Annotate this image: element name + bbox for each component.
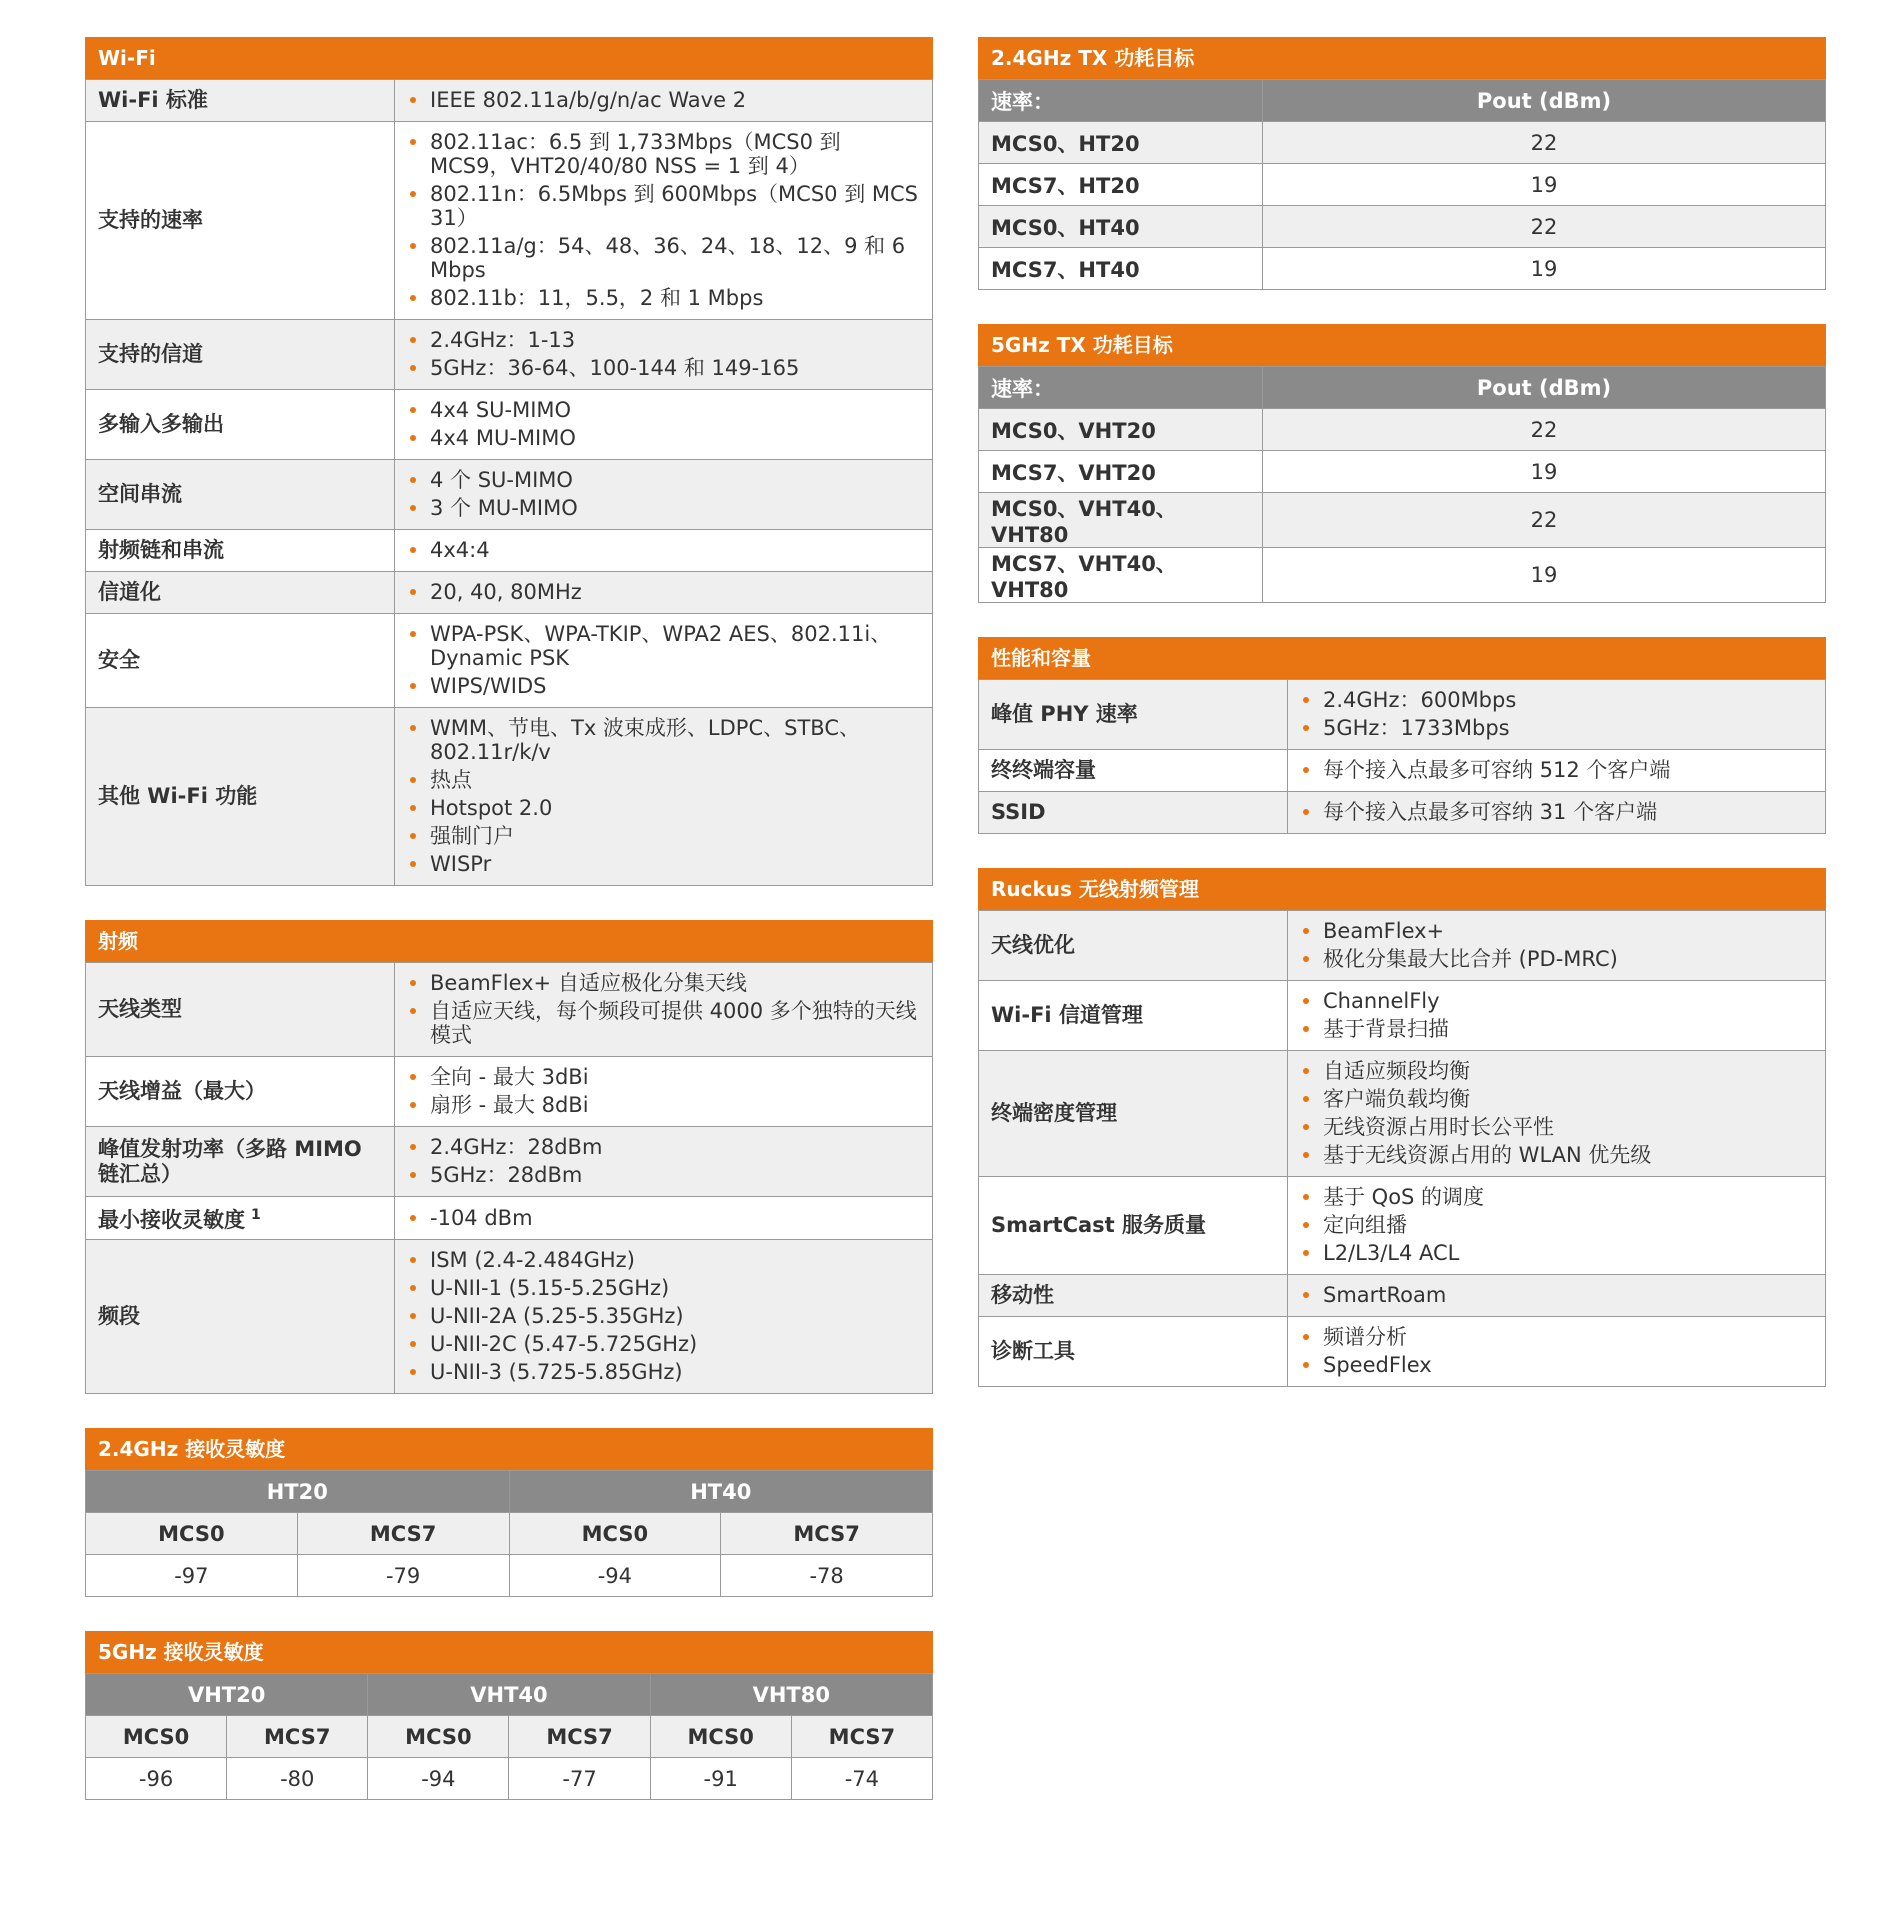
spec-row	[979, 1275, 1826, 1317]
group-header: HT40	[509, 1471, 933, 1513]
spec-label	[979, 1051, 1288, 1177]
sub-header: MCS7	[721, 1513, 933, 1555]
spec-value	[1288, 1051, 1826, 1177]
spec-row	[86, 1127, 933, 1197]
bullet-item: 自适应频段均衡	[1300, 1059, 1813, 1083]
bullet-list	[407, 1135, 920, 1187]
radio-section	[85, 920, 933, 1394]
spec-label	[86, 530, 395, 572]
rx5-section	[85, 1631, 933, 1800]
bullet-item: 基于无线资源占用的 WLAN 优先级	[1300, 1143, 1813, 1167]
rate-cell: MCS7、HT40	[979, 248, 1263, 290]
bullet-list	[1300, 758, 1813, 782]
spec-row	[979, 1177, 1826, 1275]
radio-section-title: 射频	[85, 920, 933, 962]
spec-label	[86, 614, 395, 708]
bullet-item: BeamFlex+ 自适应极化分集天线	[407, 971, 920, 995]
spec-value	[1288, 981, 1826, 1051]
spec-label-text: 最小接收灵敏度	[98, 1208, 245, 1232]
bullet-item: U-NII-1 (5.15-5.25GHz)	[407, 1276, 920, 1300]
bullet-list	[407, 622, 920, 698]
spec-label-text: 频段	[98, 1304, 140, 1328]
spec-label-text: 射频链和串流	[98, 538, 224, 562]
bullet-item: 强制门户	[407, 824, 920, 848]
spec-row	[86, 708, 933, 886]
spec-label-text: 峰值 PHY 速率	[991, 702, 1138, 726]
spec-label-text: 空间串流	[98, 482, 182, 506]
spec-label-text: 天线优化	[991, 933, 1075, 957]
tx24-table	[978, 79, 1826, 290]
pout-cell: 19	[1263, 548, 1826, 603]
spec-value	[395, 320, 933, 390]
value-cell: -78	[721, 1555, 933, 1597]
spec-label-text: 多输入多输出	[98, 412, 224, 436]
bullet-item: SmartRoam	[1300, 1283, 1813, 1307]
tx24-section-title: 2.4GHz TX 功耗目标	[978, 37, 1826, 79]
right-column	[978, 37, 1826, 1421]
bullet-item: -104 dBm	[407, 1206, 920, 1230]
bullet-item: 20, 40, 80MHz	[407, 580, 920, 604]
spec-row	[86, 572, 933, 614]
pout-cell: 19	[1263, 164, 1826, 206]
bullet-item: 2.4GHz：600Mbps	[1300, 688, 1813, 712]
bullet-item: 极化分集最大比合并 (PD-MRC)	[1300, 947, 1813, 971]
bullet-list	[1300, 1283, 1813, 1307]
bullet-list	[407, 971, 920, 1047]
sub-header: MCS7	[791, 1716, 932, 1758]
bullet-item: 5GHz：28dBm	[407, 1163, 920, 1187]
spec-row	[86, 1057, 933, 1127]
spec-row	[86, 122, 933, 320]
bullet-item: 802.11a/g：54、48、36、24、18、12、9 和 6 Mbps	[407, 234, 920, 282]
bullet-item: 频谱分析	[1300, 1325, 1813, 1349]
pout-cell: 22	[1263, 493, 1826, 548]
bullet-item: 自适应天线，每个频段可提供 4000 多个独特的天线模式	[407, 999, 920, 1047]
bullet-item: 扇形 - 最大 8dBi	[407, 1093, 920, 1117]
spec-label-text: 移动性	[991, 1283, 1054, 1307]
spec-label	[979, 1275, 1288, 1317]
bullet-item: 4 个 SU-MIMO	[407, 468, 920, 492]
bullet-list	[407, 328, 920, 380]
bullet-list	[407, 716, 920, 876]
sub-header: MCS7	[509, 1716, 650, 1758]
spec-row	[86, 1197, 933, 1240]
value-cell: -94	[368, 1758, 509, 1800]
spec-label-text: 信道化	[98, 580, 161, 604]
ruckus-section-title: Ruckus 无线射频管理	[978, 868, 1826, 910]
pout-cell: 22	[1263, 206, 1826, 248]
rate-cell: MCS0、HT20	[979, 122, 1263, 164]
bullet-item: 802.11n：6.5Mbps 到 600Mbps（MCS0 到 MCS 31）	[407, 182, 920, 230]
bullet-list	[1300, 989, 1813, 1041]
spec-value	[395, 390, 933, 460]
group-header: HT20	[86, 1471, 510, 1513]
rate-cell: MCS7、HT20	[979, 164, 1263, 206]
bullet-list	[407, 1065, 920, 1117]
bullet-item: 4x4:4	[407, 538, 920, 562]
bullet-list	[407, 1206, 920, 1230]
pout-cell: 22	[1263, 409, 1826, 451]
value-cell: -79	[297, 1555, 509, 1597]
bullet-item: ISM (2.4-2.484GHz)	[407, 1248, 920, 1272]
bullet-item: WPA-PSK、WPA-TKIP、WPA2 AES、802.11i、Dynamic PSK	[407, 622, 920, 670]
bullet-item: 4x4 SU-MIMO	[407, 398, 920, 422]
spec-row	[86, 80, 933, 122]
spec-label	[86, 1057, 395, 1127]
spec-value	[1288, 1177, 1826, 1275]
bullet-list	[407, 580, 920, 604]
spec-label	[979, 680, 1288, 750]
bullet-list	[407, 1248, 920, 1384]
pout-cell: 22	[1263, 122, 1826, 164]
bullet-item: 5GHz：36-64、100-144 和 149-165	[407, 356, 920, 380]
bullet-item: 定向组播	[1300, 1213, 1813, 1237]
spec-label	[86, 390, 395, 460]
spec-value	[395, 963, 933, 1057]
bullet-item: L2/L3/L4 ACL	[1300, 1241, 1813, 1265]
tx5-section-title: 5GHz TX 功耗目标	[978, 324, 1826, 366]
spec-value	[395, 1057, 933, 1127]
rx5-table	[85, 1673, 933, 1800]
bullet-item: BeamFlex+	[1300, 919, 1813, 943]
spec-label	[86, 1240, 395, 1394]
rx24-section-title: 2.4GHz 接收灵敏度	[85, 1428, 933, 1470]
sub-header: MCS7	[227, 1716, 368, 1758]
spec-value	[1288, 911, 1826, 981]
wifi-section	[85, 37, 933, 886]
bullet-list	[407, 398, 920, 450]
bullet-item: ChannelFly	[1300, 989, 1813, 1013]
spec-label-text: 其他 Wi-Fi 功能	[98, 784, 258, 808]
bullet-item: 热点	[407, 768, 920, 792]
bullet-item: U-NII-2C (5.47-5.725GHz)	[407, 1332, 920, 1356]
sub-header: MCS0	[368, 1716, 509, 1758]
spec-label	[86, 122, 395, 320]
spec-label	[86, 320, 395, 390]
bullet-list	[1300, 800, 1813, 824]
spec-label-text: 安全	[98, 648, 140, 672]
bullet-item: 每个接入点最多可容纳 31 个客户端	[1300, 800, 1813, 824]
value-cell: -80	[227, 1758, 368, 1800]
spec-value	[395, 1127, 933, 1197]
spec-label-text: 天线类型	[98, 997, 182, 1021]
tx5-section	[978, 324, 1826, 603]
value-cell: -74	[791, 1758, 932, 1800]
group-header: VHT20	[86, 1674, 368, 1716]
rate-cell: MCS0、VHT20	[979, 409, 1263, 451]
bullet-item: 无线资源占用时长公平性	[1300, 1115, 1813, 1139]
tx5-table	[978, 366, 1826, 603]
spec-label	[86, 1127, 395, 1197]
spec-label-text: SSID	[991, 800, 1046, 824]
spec-label-text: 终终端容量	[991, 758, 1096, 782]
value-cell: -77	[509, 1758, 650, 1800]
bullet-item: U-NII-2A (5.25-5.35GHz)	[407, 1304, 920, 1328]
rate-header: 速率：	[979, 80, 1263, 122]
spec-row	[979, 1317, 1826, 1387]
footnote-marker: 1	[251, 1207, 261, 1223]
bullet-item: 4x4 MU-MIMO	[407, 426, 920, 450]
left-column	[85, 37, 933, 1834]
bullet-item: 客户端负载均衡	[1300, 1087, 1813, 1111]
group-header: VHT40	[368, 1674, 650, 1716]
ruckus-section	[978, 868, 1826, 1387]
spec-label-text: Wi-Fi 标准	[98, 88, 208, 112]
spec-row	[979, 792, 1826, 834]
perf-spec-table	[978, 679, 1826, 834]
spec-value	[1288, 792, 1826, 834]
value-cell: -96	[86, 1758, 227, 1800]
spec-value	[395, 1240, 933, 1394]
bullet-list	[1300, 919, 1813, 971]
tx24-section	[978, 37, 1826, 290]
bullet-item: WIPS/WIDS	[407, 674, 920, 698]
value-cell: -94	[509, 1555, 721, 1597]
value-cell: -97	[86, 1555, 298, 1597]
spec-label-text: 峰值发射功率（多路 MIMO 链汇总）	[98, 1136, 362, 1186]
bullet-item: IEEE 802.11a/b/g/n/ac Wave 2	[407, 88, 920, 112]
rate-header: 速率：	[979, 367, 1263, 409]
spec-value	[395, 80, 933, 122]
bullet-item: 基于背景扫描	[1300, 1017, 1813, 1041]
spec-row	[979, 911, 1826, 981]
bullet-list	[407, 88, 920, 112]
rate-cell: MCS0、VHT40、VHT80	[979, 493, 1263, 548]
spec-row	[979, 981, 1826, 1051]
bullet-item: U-NII-3 (5.725-5.85GHz)	[407, 1360, 920, 1384]
ruckus-spec-table	[978, 910, 1826, 1387]
perf-section-title: 性能和容量	[978, 637, 1826, 679]
spec-label	[979, 911, 1288, 981]
spec-row	[86, 530, 933, 572]
rate-cell: MCS7、VHT40、VHT80	[979, 548, 1263, 603]
bullet-item: 2.4GHz：1-13	[407, 328, 920, 352]
spec-row	[979, 680, 1826, 750]
spec-label	[86, 1197, 395, 1240]
spec-row	[86, 390, 933, 460]
spec-row	[86, 614, 933, 708]
bullet-item: 3 个 MU-MIMO	[407, 496, 920, 520]
spec-label-text: 支持的速率	[98, 208, 203, 232]
bullet-item: 每个接入点最多可容纳 512 个客户端	[1300, 758, 1813, 782]
spec-value	[1288, 680, 1826, 750]
group-header: VHT80	[650, 1674, 932, 1716]
spec-label	[86, 460, 395, 530]
spec-label-text: 诊断工具	[991, 1339, 1075, 1363]
spec-label	[86, 708, 395, 886]
pout-header: Pout (dBm)	[1263, 80, 1826, 122]
spec-label	[979, 792, 1288, 834]
rx24-table	[85, 1470, 933, 1597]
spec-row	[86, 460, 933, 530]
bullet-list	[407, 468, 920, 520]
spec-label	[86, 963, 395, 1057]
bullet-item: 基于 QoS 的调度	[1300, 1185, 1813, 1209]
spec-row	[979, 750, 1826, 792]
rate-cell: MCS0、HT40	[979, 206, 1263, 248]
sub-header: MCS0	[509, 1513, 721, 1555]
bullet-list	[407, 130, 920, 310]
bullet-list	[1300, 1325, 1813, 1377]
spec-row	[86, 320, 933, 390]
rate-cell: MCS7、VHT20	[979, 451, 1263, 493]
spec-label-text: Wi-Fi 信道管理	[991, 1003, 1143, 1027]
bullet-list	[1300, 1059, 1813, 1167]
spec-value	[395, 614, 933, 708]
spec-label-text: 天线增益（最大）	[98, 1079, 266, 1103]
bullet-item: 802.11b：11，5.5，2 和 1 Mbps	[407, 286, 920, 310]
spec-value	[395, 1197, 933, 1240]
spec-value	[395, 708, 933, 886]
bullet-list	[1300, 688, 1813, 740]
bullet-item: SpeedFlex	[1300, 1353, 1813, 1377]
spec-row	[86, 963, 933, 1057]
wifi-spec-table	[85, 79, 933, 886]
bullet-list	[1300, 1185, 1813, 1265]
bullet-item: 全向 - 最大 3dBi	[407, 1065, 920, 1089]
spec-label	[979, 1317, 1288, 1387]
bullet-item: WMM、节电、Tx 波束成形、LDPC、STBC、802.11r/k/v	[407, 716, 920, 764]
bullet-item: 802.11ac：6.5 到 1,733Mbps（MCS0 到 MCS9，VHT20/40/80 NSS = 1 到 4）	[407, 130, 920, 178]
spec-label	[979, 981, 1288, 1051]
spec-value	[1288, 750, 1826, 792]
spec-label	[979, 1177, 1288, 1275]
spec-value	[1288, 1275, 1826, 1317]
bullet-item: 5GHz：1733Mbps	[1300, 716, 1813, 740]
wifi-section-title: Wi-Fi	[85, 37, 933, 79]
sub-header: MCS0	[650, 1716, 791, 1758]
spec-value	[395, 572, 933, 614]
spec-label-text: 终端密度管理	[991, 1101, 1117, 1125]
spec-label	[86, 572, 395, 614]
rx24-section	[85, 1428, 933, 1597]
spec-row	[86, 1240, 933, 1394]
value-cell: -91	[650, 1758, 791, 1800]
sub-header: MCS0	[86, 1513, 298, 1555]
radio-spec-table	[85, 962, 933, 1394]
bullet-list	[407, 538, 920, 562]
spec-value	[1288, 1317, 1826, 1387]
pout-cell: 19	[1263, 248, 1826, 290]
spec-label-text: SmartCast 服务质量	[991, 1213, 1207, 1237]
bullet-item: 2.4GHz：28dBm	[407, 1135, 920, 1159]
spec-label	[979, 750, 1288, 792]
spec-label-text: 支持的信道	[98, 342, 203, 366]
sub-header: MCS0	[86, 1716, 227, 1758]
spec-row	[979, 1051, 1826, 1177]
spec-value	[395, 122, 933, 320]
spec-value	[395, 530, 933, 572]
pout-cell: 19	[1263, 451, 1826, 493]
pout-header: Pout (dBm)	[1263, 367, 1826, 409]
spec-label	[86, 80, 395, 122]
perf-section	[978, 637, 1826, 834]
rx5-section-title: 5GHz 接收灵敏度	[85, 1631, 933, 1673]
bullet-item: Hotspot 2.0	[407, 796, 920, 820]
spec-value	[395, 460, 933, 530]
bullet-item: WISPr	[407, 852, 920, 876]
sub-header: MCS7	[297, 1513, 509, 1555]
